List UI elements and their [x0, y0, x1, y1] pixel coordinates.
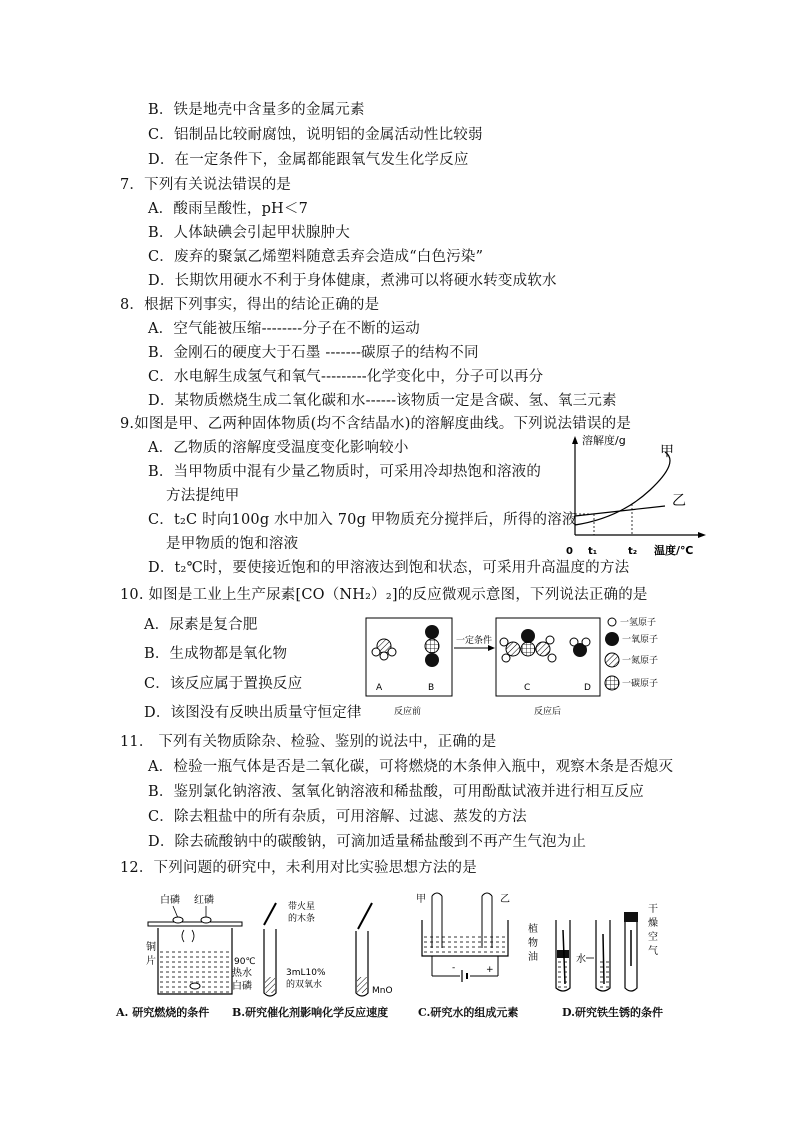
legend-c-icon — [605, 676, 619, 690]
copper-sheet — [148, 922, 242, 926]
q11-option-b: B．鉴别氯化钠溶液、氢氧化钠溶液和稀盐酸，可用酚酞试液并进行相互反应 — [148, 784, 644, 800]
q6-option-d: D．在一定条件下，金属都能跟氧气发生化学反应 — [148, 152, 469, 168]
q9-option-a: A．乙物质的溶解度受温度变化影响较小 — [148, 440, 409, 456]
legend-n-icon — [605, 653, 619, 667]
dry-label-3: 空 — [648, 932, 658, 943]
q8-option-c: C．水电解生成氢气和氧气---------化学变化中，分子可以再分 — [148, 369, 544, 385]
q6-option-b: B．铁是地壳中含量多的金属元素 — [148, 102, 365, 118]
x-axis-arrow-icon — [698, 532, 706, 538]
stick-label-1: 带火星 — [288, 902, 316, 912]
q7-stem: 7．下列有关说法错误的是 — [120, 177, 292, 193]
caption-b: B.研究催化剂影响化学反应速度 — [232, 1006, 389, 1019]
legend-c: 一碳原子 — [622, 679, 659, 689]
atom-h — [380, 652, 388, 660]
label-B: B — [428, 683, 435, 693]
oil-label-1: 植 — [528, 924, 538, 935]
white-phosphorus-label-2: 白磷 — [232, 981, 252, 992]
atom-o — [425, 625, 439, 639]
atom-h — [582, 638, 590, 646]
q11-option-a: A．检验一瓶气体是否是二氧化碳，可将燃烧的木条伸入瓶中，观察木条是否熄灭 — [148, 759, 674, 775]
y-axis-label: 溶解度/g — [582, 434, 626, 447]
reaction-micro-diagram — [362, 612, 678, 722]
reaction-condition: 一定条件 — [456, 636, 493, 646]
label-before: 反应前 — [394, 707, 422, 717]
x-axis-label: 温度/℃ — [654, 544, 694, 557]
q10-stem: 10. 如图是工业上生产尿素[CO（NH₂）₂]的反应微观示意图，下列说法正确的是 — [120, 587, 648, 603]
oil-label-3: 油 — [528, 952, 538, 963]
legend-o-icon — [605, 632, 619, 646]
atom-c — [425, 639, 439, 653]
atom-h — [388, 648, 396, 656]
q11-stem: 11． 下列有关物质除杂、检验、鉴别的说法中，正确的是 — [120, 734, 497, 750]
atom-c — [521, 642, 535, 656]
legend-h: 一氢原子 — [620, 618, 657, 628]
caption-a: A. 研究燃烧的条件 — [116, 1006, 210, 1019]
atom-o — [521, 629, 535, 643]
tube-jia-label: 甲 — [416, 894, 426, 905]
mno-label: MnO — [372, 986, 393, 996]
q10-option-d: D．该图没有反映出质量守恒定律 — [144, 705, 362, 721]
figure-d-rusting — [528, 890, 668, 1000]
t1-label: t₁ — [588, 546, 598, 557]
figure-c-electrolysis — [412, 890, 522, 1000]
red-phosphorus-label: 红磷 — [194, 895, 214, 906]
q8-stem: 8．根据下列事实，得出的结论正确的是 — [120, 297, 380, 313]
dry-label-4: 气 — [648, 946, 658, 957]
dry-label-2: 燥 — [648, 918, 658, 929]
q11-option-d: D．除去硫酸钠中的碳酸钠，可滴加适量稀盐酸到不再产生气泡为止 — [148, 834, 587, 850]
q9-option-d: D．t₂℃时，要使接近饱和的甲溶液达到饱和状态，可采用升高温度的方法 — [148, 560, 630, 576]
stopper — [624, 912, 638, 922]
q7-option-b: B．人体缺碘会引起甲状腺肿大 — [148, 225, 350, 241]
caption-d: D.研究铁生锈的条件 — [562, 1006, 663, 1019]
wood-stick-2 — [358, 903, 372, 929]
water-label: 水 — [576, 954, 586, 965]
white-phosphorus-label: 白磷 — [160, 895, 180, 906]
temp-label: 90℃ — [234, 957, 256, 967]
figure-a-combustion — [118, 890, 268, 1002]
q10-option-a: A．尿素是复合肥 — [144, 617, 258, 633]
q7-option-d: D．长期饮用硬水不利于身体健康，煮沸可以将硬水转变成软水 — [148, 273, 557, 289]
solubility-chart — [560, 430, 720, 560]
label-A: A — [376, 683, 383, 693]
hot-water-label: 热水 — [232, 968, 252, 979]
q8-option-b: B．金刚石的硬度大于石墨 -------碳原子的结构不同 — [148, 345, 479, 361]
q9-option-c-line2: 是甲物质的饱和溶液 — [166, 536, 299, 552]
caption-c: C.研究水的组成元素 — [418, 1006, 519, 1019]
svg-text:+: + — [486, 965, 494, 975]
label-D: D — [584, 683, 591, 693]
q7-option-a: A．酸雨呈酸性，pH＜7 — [148, 201, 309, 217]
svg-text:-: - — [452, 963, 456, 973]
q9-option-c-line1: C．t₂C 时向100g 水中加入 70g 甲物质充分搅拌后，所得的溶液 — [148, 512, 577, 528]
wood-stick-1 — [264, 903, 276, 925]
q10-option-c: C．该反应属于置换反应 — [144, 676, 303, 692]
atom-o — [425, 653, 439, 667]
tube-yi-label: 乙 — [500, 894, 510, 905]
legend-h-icon — [608, 618, 616, 626]
y-axis-arrow-icon — [572, 436, 578, 444]
atom-n — [536, 642, 550, 656]
series-label-jia: 甲 — [660, 444, 674, 460]
solution-label-2: 的双氧水 — [286, 980, 323, 990]
q9-option-b-line1: B．当甲物质中混有少量乙物质时，可采用冷却热饱和溶液的 — [148, 464, 542, 480]
stick-label-2: 的木条 — [288, 914, 316, 924]
curve-yi — [575, 506, 665, 516]
dry-label-1: 干 — [648, 904, 658, 915]
q11-option-c: C．除去粗盐中的所有杂质，可用溶解、过滤、蒸发的方法 — [148, 809, 527, 825]
solution-label-1: 3mL10% — [286, 968, 326, 978]
atom-h — [546, 636, 554, 644]
copper-label-2: 片 — [146, 956, 156, 967]
oil-label-2: 物 — [528, 938, 538, 949]
atom-h — [372, 648, 380, 656]
copper-label-1: 铜 — [146, 942, 156, 953]
atom-n — [506, 642, 520, 656]
legend-n: 一氮原子 — [622, 656, 659, 666]
q9-stem: 9.如图是甲、乙两种固体物质(均不含结晶水)的溶解度曲线。下列说法错误的是 — [120, 416, 632, 432]
q12-stem: 12．下列问题的研究中，未利用对比实验思想方法的是 — [120, 860, 477, 876]
q7-option-c: C．废弃的聚氯乙烯塑料随意丢弃会造成“白色污染” — [148, 249, 484, 265]
series-label-yi: 乙 — [672, 493, 686, 509]
figure-b-catalyst — [256, 895, 406, 1005]
q8-option-d: D．某物质燃烧生成二氧化碳和水------该物质一定是含碳、氢、氧三元素 — [148, 393, 617, 409]
label-after: 反应后 — [534, 707, 562, 717]
q6-option-c: C．铝制品比较耐腐蚀，说明铝的金属活动性比较弱 — [148, 127, 483, 143]
atom-h — [548, 654, 556, 662]
q9-option-b-line2: 方法提纯甲 — [166, 488, 240, 504]
q10-option-b: B．生成物都是氧化物 — [144, 646, 288, 662]
atom-h — [502, 654, 510, 662]
origin-label: 0 — [566, 546, 573, 557]
legend-o: 一氧原子 — [622, 635, 659, 645]
label-C: C — [524, 683, 531, 693]
q8-option-a: A．空气能被压缩--------分子在不断的运动 — [148, 321, 420, 337]
t2-label: t₂ — [628, 546, 638, 557]
